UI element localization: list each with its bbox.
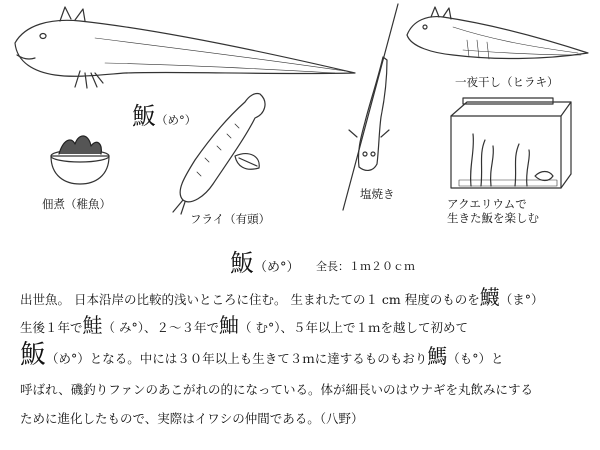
article-line-2 <box>20 315 468 336</box>
article-line-4: 呼ばれ、磯釣りファンのあこがれの的になっている。体が細長いのはウナギを丸飲みにする <box>20 382 534 397</box>
caption-tsukudani: 佃煮（稚魚） <box>42 197 111 211</box>
aquarium-illustration <box>445 96 575 196</box>
article-line-3-post: （も°）と <box>447 351 504 366</box>
article-line-2-mid-2: （ む°）、５年以上で１ｍを越して初めて <box>239 320 468 335</box>
article-line-1-reading: （ま°） <box>499 292 544 307</box>
caption-fry: フライ（有頭） <box>190 212 271 226</box>
fry-illustration <box>165 88 275 218</box>
hiraki-illustration <box>403 5 593 75</box>
shioyaki-illustration <box>335 2 405 212</box>
caption-aquarium-line2: 生きた魬を楽しむ <box>447 211 539 225</box>
article-line-3-kanji-2: 鰢 <box>427 344 448 368</box>
article-title-reading: （め°） <box>254 260 300 275</box>
article-line-3-mid: （め°）となる。中には３０年以上も生きて３ｍに達するものもおり <box>46 351 428 366</box>
article-line-5: ために進化したもので、実際はイワシの仲間である。（八野） <box>20 411 364 426</box>
main-fish-label-reading: （め°） <box>156 113 197 127</box>
article-title <box>230 243 300 278</box>
article-line-1-text: 出世魚。 日本沿岸の比較的浅いところに住む。 生まれたての１ cm 程度のものを <box>20 292 480 307</box>
article-line-2-pre: 生後１年で <box>20 320 83 335</box>
caption-shioyaki: 塩焼き <box>360 187 395 201</box>
main-fish-label-kanji: 魬 <box>132 102 156 130</box>
article-line-2-mid-1: （ み°）、２～３年で <box>102 320 219 335</box>
total-length: 全長：１ｍ２０ｃｍ <box>316 260 415 273</box>
article-title-kanji: 魬 <box>230 249 254 277</box>
article-line-3 <box>20 342 504 368</box>
article-line-2-kanji-1: 鮭 <box>82 313 103 337</box>
tsukudani-illustration <box>45 124 115 186</box>
article-line-1-kanji: 鱴 <box>479 285 500 309</box>
article-line-1 <box>20 287 544 308</box>
caption-aquarium-line1: アクエリウムで <box>447 197 527 211</box>
article-line-3-kanji-1: 魬 <box>20 340 47 370</box>
caption-hiraki: 一夜干し（ヒラキ） <box>455 75 559 89</box>
article-line-2-kanji-2: 鮋 <box>219 313 239 337</box>
